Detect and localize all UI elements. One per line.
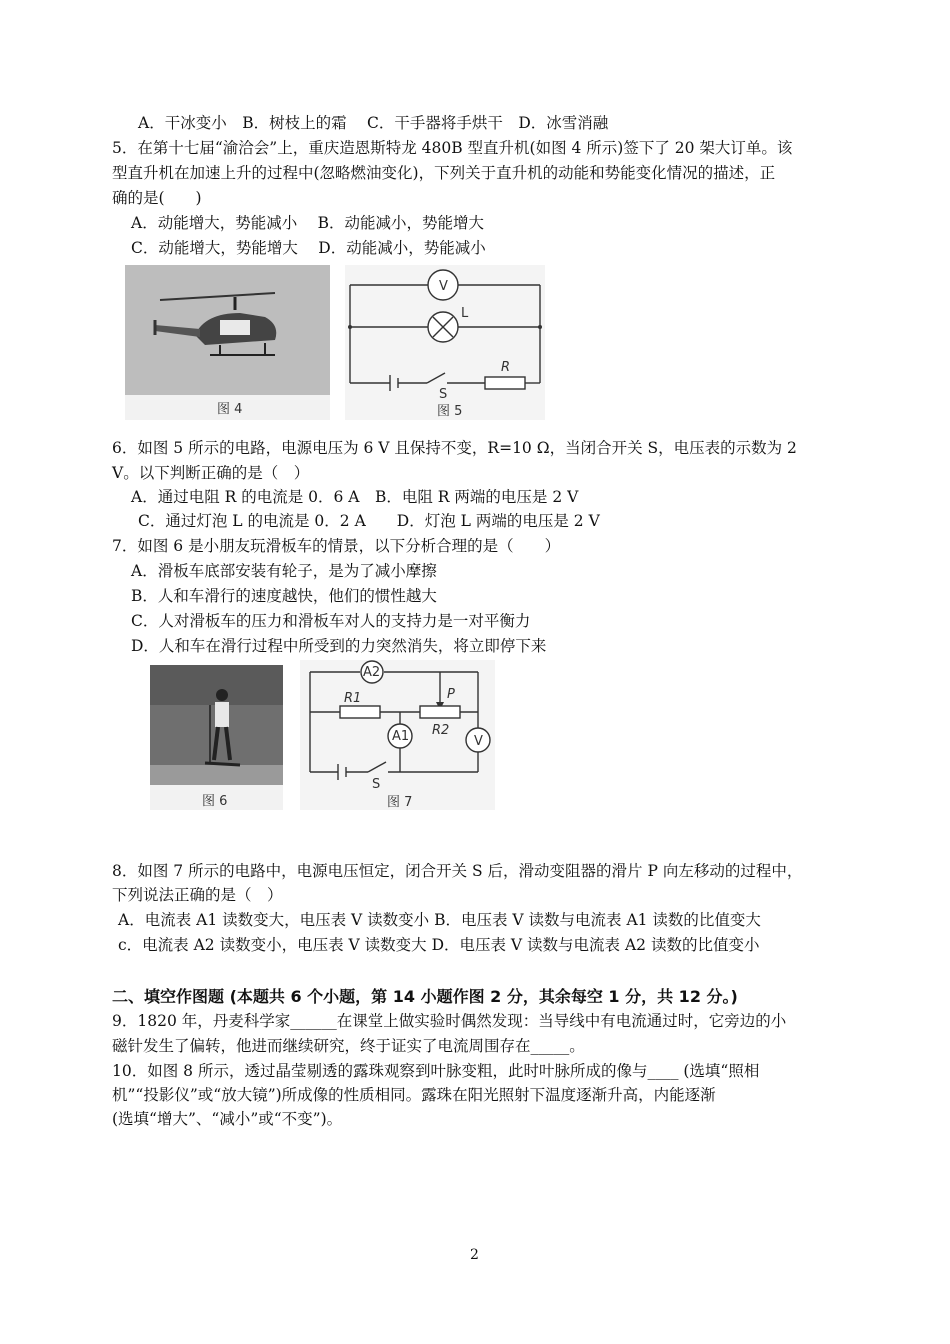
figure-5-caption: 图 5 — [437, 404, 463, 419]
figure-4-helicopter-photo — [125, 265, 330, 420]
figure-6-caption: 图 6 — [202, 794, 228, 809]
fig7-a1-label: A1 — [392, 729, 410, 744]
fig5-lamp-label: L — [461, 306, 469, 321]
q8-options-cd: c．电流表 A2 读数变小，电压表 V 读数变大 D．电压表 V 读数与电流表 A2 读数的比值变小 — [118, 936, 760, 954]
resistor-r1-icon — [340, 706, 380, 718]
fig7-s-label: S — [372, 777, 381, 792]
q6-line2: V。以下判断正确的是（ ） — [112, 464, 310, 482]
q6-options-ab: A．通过电阻 R 的电流是 0．6 A B．电阻 R 两端的电压是 2 V — [131, 488, 579, 506]
fig5-switch-label: S — [439, 387, 448, 402]
fig7-r2-label: R2 — [432, 723, 450, 738]
q6-options-cd: C．通过灯泡 L 的电流是 0．2 A D．灯泡 L 两端的电压是 2 V — [138, 512, 600, 530]
section-2-heading: 二、填空作图题 (本题共 6 个小题，第 14 小题作图 2 分，其余每空 1 分，共 12 分。) — [112, 987, 738, 1006]
q5-line1: 5．在第十七届“渝洽会”上，重庆造恩斯特龙 480B 型直升机(如图 4 所示)签下了 20 架大订单。该 — [112, 139, 793, 157]
lamp-icon — [428, 312, 458, 342]
q7-option-b: B．人和车滑行的速度越快，他们的惯性越大 — [131, 587, 437, 605]
q10-line1: 10．如图 8 所示，透过晶莹剔透的露珠观察到叶脉变粗，此时叶脉所成的像与____ (选填“照相 — [112, 1062, 760, 1080]
q6-line1: 6．如图 5 所示的电路，电源电压为 6 V 且保持不变，R=10 Ω，当闭合开关 S，电压表的示数为 2 — [112, 439, 797, 457]
q9-line1: 9．1820 年，丹麦科学家______在课堂上做实验时偶然发现：当导线中有电流通过时，它旁边的小 — [112, 1012, 787, 1030]
fig5-voltmeter-label: V — [439, 279, 448, 294]
page-number: 2 — [470, 1247, 479, 1263]
q9-line2: 磁针发生了偏转，他进而继续研究，终于证实了电流周围存在_____。 — [112, 1037, 585, 1055]
fig7-r1-label: R1 — [344, 691, 362, 706]
q5-options-ab: A．动能增大，势能减小 B．动能减小，势能增大 — [131, 214, 485, 232]
q7-option-a: A．滑板车底部安装有轮子，是为了减小摩擦 — [131, 562, 437, 580]
q5-options-cd: C．动能增大，势能增大 D．动能减小，势能减小 — [131, 239, 486, 257]
q4-options: A．干冰变小 B．树枝上的霜 C．干手器将手烘干 D．冰雪消融 — [138, 114, 609, 132]
resistor-icon — [485, 377, 525, 389]
figure-6-scooter-photo — [150, 665, 283, 810]
fig7-v-label: V — [474, 734, 483, 749]
fig7-a2-label: A2 — [363, 665, 381, 680]
q10-line2: 机”“投影仪”或“放大镜”)所成像的性质相同。露珠在阳光照射下温度逐渐升高，内能逐渐 — [112, 1086, 716, 1104]
figure-5-circuit — [345, 265, 545, 420]
figure-4-caption: 图 4 — [217, 402, 243, 417]
q5-line3: 确的是( ) — [112, 189, 202, 207]
rheostat-r2-icon — [420, 706, 460, 718]
q5-line2: 型直升机在加速上升的过程中(忽略燃油变化)，下列关于直升机的动能和势能变化情况的描述，正 — [112, 164, 776, 182]
q8-line1: 8．如图 7 所示的电路中，电源电压恒定，闭合开关 S 后，滑动变阻器的滑片 P 向左移动的过程中， — [112, 862, 803, 880]
q8-options-ab: A．电流表 A1 读数变大，电压表 V 读数变小 B．电压表 V 读数与电流表 A1 读数的比值变大 — [118, 911, 761, 929]
q7-option-c: C．人对滑板车的压力和滑板车对人的支持力是一对平衡力 — [131, 612, 531, 630]
q7-line1: 7．如图 6 是小朋友玩滑板车的情景，以下分析合理的是（ ） — [112, 537, 561, 555]
figure-7-circuit — [300, 660, 495, 810]
q10-line3: (选填“增大”、“减小”或“不变”)。 — [112, 1110, 343, 1128]
q7-option-d: D．人和车在滑行过程中所受到的力突然消失，将立即停下来 — [131, 637, 547, 655]
q8-line2: 下列说法正确的是（ ） — [112, 886, 283, 904]
figure-7-caption: 图 7 — [387, 795, 413, 810]
fig7-p-label: P — [447, 687, 455, 702]
fig5-resistor-label: R — [501, 360, 511, 375]
